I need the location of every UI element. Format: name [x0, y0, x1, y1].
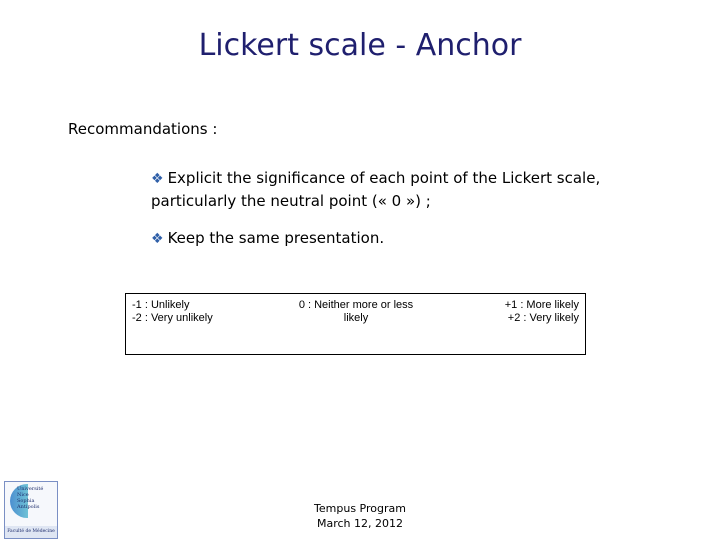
likert-scale-box [125, 293, 586, 355]
bullet-item-explicit [151, 167, 621, 212]
scale-positive-anchors [505, 299, 579, 325]
anchor-neutral: 0 : Neither more or less likely [298, 299, 414, 324]
diamond-bullet-icon: ❖ [151, 231, 164, 247]
anchor-minus-1: -1 : Unlikely [132, 299, 190, 311]
logo-text: Université Nice Sophia Antipolis [17, 486, 44, 510]
logo-faculty: Faculté de Médecine [5, 526, 57, 538]
bullet-text: Keep the same presentation. [167, 229, 385, 247]
footer [260, 501, 460, 531]
recommendations-label: Recommandations : [68, 120, 218, 138]
university-logo [4, 481, 58, 539]
bullet-item-presentation [151, 227, 384, 250]
anchor-plus-2: +2 : Very likely [507, 312, 579, 324]
bullet-text: Explicit the significance of each point of the Lickert scale, particularly the neutral point (« 0 ») ; [151, 169, 601, 210]
footer-date: March 12, 2012 [316, 517, 403, 530]
footer-program: Tempus Program [314, 502, 406, 515]
diamond-bullet-icon: ❖ [151, 171, 164, 187]
anchor-plus-1: +1 : More likely [504, 299, 579, 311]
anchor-minus-2: -2 : Very unlikely [132, 312, 213, 324]
scale-negative-anchors [132, 299, 213, 325]
slide-title: Lickert scale - Anchor [198, 28, 522, 63]
